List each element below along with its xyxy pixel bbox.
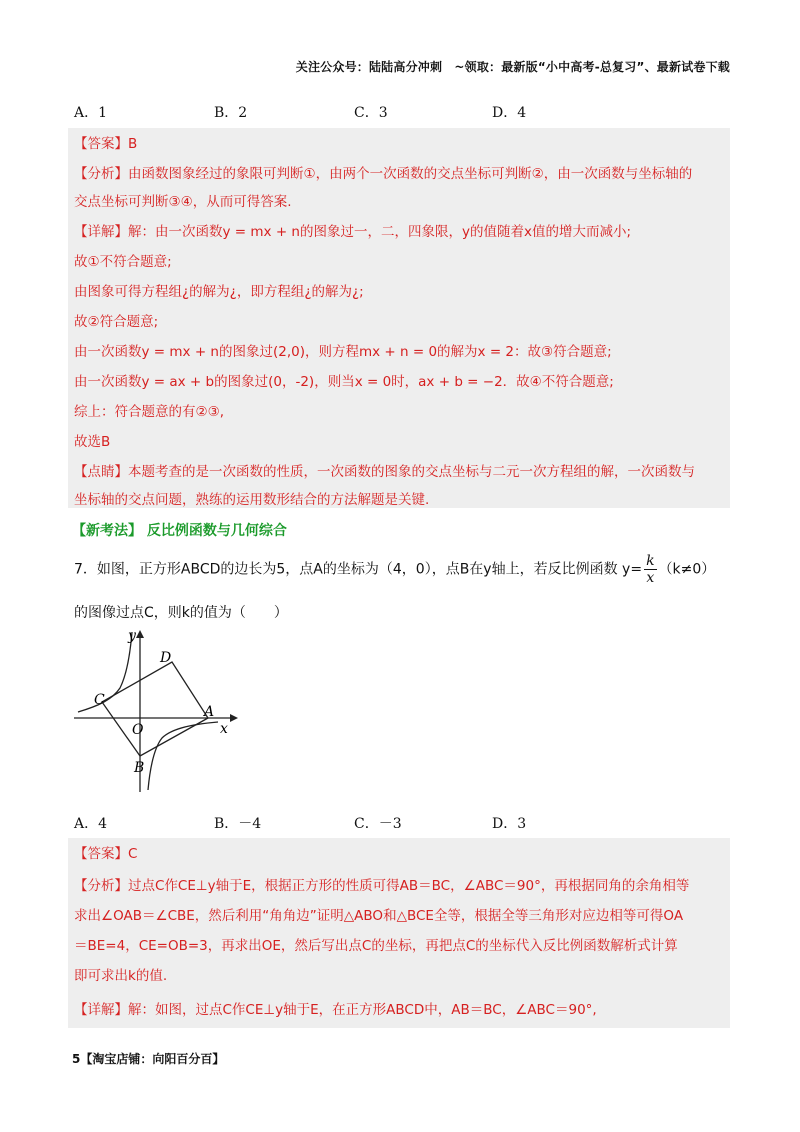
q7-option-a: A．4: [74, 816, 108, 832]
q6-detail-line-1: 【详解】解：由一次函数y = mx + n的图象过一，二，四象限，y的值随着x值的增大而减小;: [74, 224, 631, 240]
q6-detail-line-2: 故①不符合题意;: [74, 254, 172, 270]
q6-solution-box: [68, 128, 730, 508]
section-title: 【新考法】 反比例函数与几何综合: [72, 523, 287, 539]
q7-stem-line-2: 的图像过点C，则k的值为（ ）: [74, 605, 288, 621]
q6-detail-line-6: 由一次函数y = ax + b的图象过(0，-2)，则当x = 0时，ax + b = −2．故④不符合题意;: [74, 374, 614, 390]
square-abcd: [102, 662, 208, 756]
q7-analysis-line-2: 求出∠OAB＝∠CBE，然后利用“角角边”证明△ABO和△BCE全等，根据全等三角形对应边相等可得OA: [74, 908, 684, 924]
q7-option-c: C．－3: [354, 816, 402, 832]
q7-analysis-line-1: 【分析】过点C作CE⊥y轴于E，根据正方形的性质可得AB＝BC，∠ABC＝90°，再根据同角的余角相等: [74, 878, 690, 894]
label-x: x: [220, 721, 228, 737]
q6-options: [74, 102, 734, 124]
label-o: O: [132, 722, 144, 738]
y-axis-arrow: [136, 630, 144, 638]
q7-fraction-denominator: x: [646, 570, 655, 586]
q6-option-b: B．2: [214, 105, 248, 121]
q7-answer: 【答案】C: [74, 846, 138, 862]
header-note: 关注公众号：陆陆高分冲刺 ~领取：最新版“小中高考-总复习”、最新试卷下载: [295, 60, 730, 74]
label-a: A: [204, 704, 215, 720]
x-axis-arrow: [230, 714, 238, 722]
q7-stem-text: 7．如图，正方形ABCD的边长为5，点A的坐标为（4，0），点B在y轴上，若反比例函数 y=: [74, 561, 643, 578]
q7-stem-end: （k≠0）: [658, 561, 716, 578]
q7-detail-line-1: 【详解】解：如图，过点C作CE⊥y轴于E，在正方形ABCD中，AB＝BC，∠ABC＝90°,: [74, 1002, 597, 1018]
q7-figure: [68, 620, 248, 795]
q7-option-b: B．－4: [214, 816, 262, 832]
q7-stem-line-1: [74, 553, 734, 586]
label-y: y: [128, 628, 136, 644]
q6-comment-line-1: 【点睛】本题考查的是一次函数的性质，一次函数的图象的交点坐标与二元一次方程组的解，一次函数与: [74, 464, 695, 480]
label-c: C: [94, 692, 105, 708]
label-b: B: [134, 760, 145, 776]
q6-answer: 【答案】B: [74, 136, 138, 152]
q6-analysis-line-1: 【分析】由函数图象经过的象限可判断①，由两个一次函数的交点坐标可判断②，由一次函数与坐标轴的: [74, 166, 693, 182]
page-footer: 5【淘宝店铺：向阳百分百】: [72, 1052, 225, 1066]
q7-solution-box: [68, 838, 730, 1028]
q6-option-d: D．4: [492, 105, 527, 121]
q6-comment-line-2: 坐标轴的交点问题，熟练的运用数形结合的方法解题是关键.: [74, 492, 430, 508]
q6-detail-line-5: 由一次函数y = mx + n的图象过(2,0)，则方程mx + n = 0的解为x = 2：故③符合题意;: [74, 344, 612, 360]
q6-detail-line-8: 故选B: [74, 434, 111, 450]
q6-analysis-line-2: 交点坐标可判断③④，从而可得答案.: [74, 194, 292, 210]
q7-analysis-line-4: 即可求出k的值.: [74, 968, 168, 984]
label-d: D: [160, 650, 172, 666]
q6-option-c: C．3: [354, 105, 388, 121]
q7-fraction: [644, 553, 656, 586]
q7-analysis-line-3: ＝BE=4，CE=OB=3，再求出OE，然后写出点C的坐标，再把点C的坐标代入反比例函数解析式计算: [74, 938, 678, 954]
q7-option-d: D．3: [492, 816, 527, 832]
q7-options: [74, 813, 734, 835]
q7-fraction-numerator: k: [646, 553, 655, 569]
q6-detail-line-3: 由图象可得方程组¿的解为¿，即方程组¿的解为¿;: [74, 284, 364, 300]
q6-detail-line-7: 综上：符合题意的有②③,: [74, 404, 224, 420]
q6-detail-line-4: 故②符合题意;: [74, 314, 159, 330]
q6-option-a: A．1: [74, 105, 108, 121]
